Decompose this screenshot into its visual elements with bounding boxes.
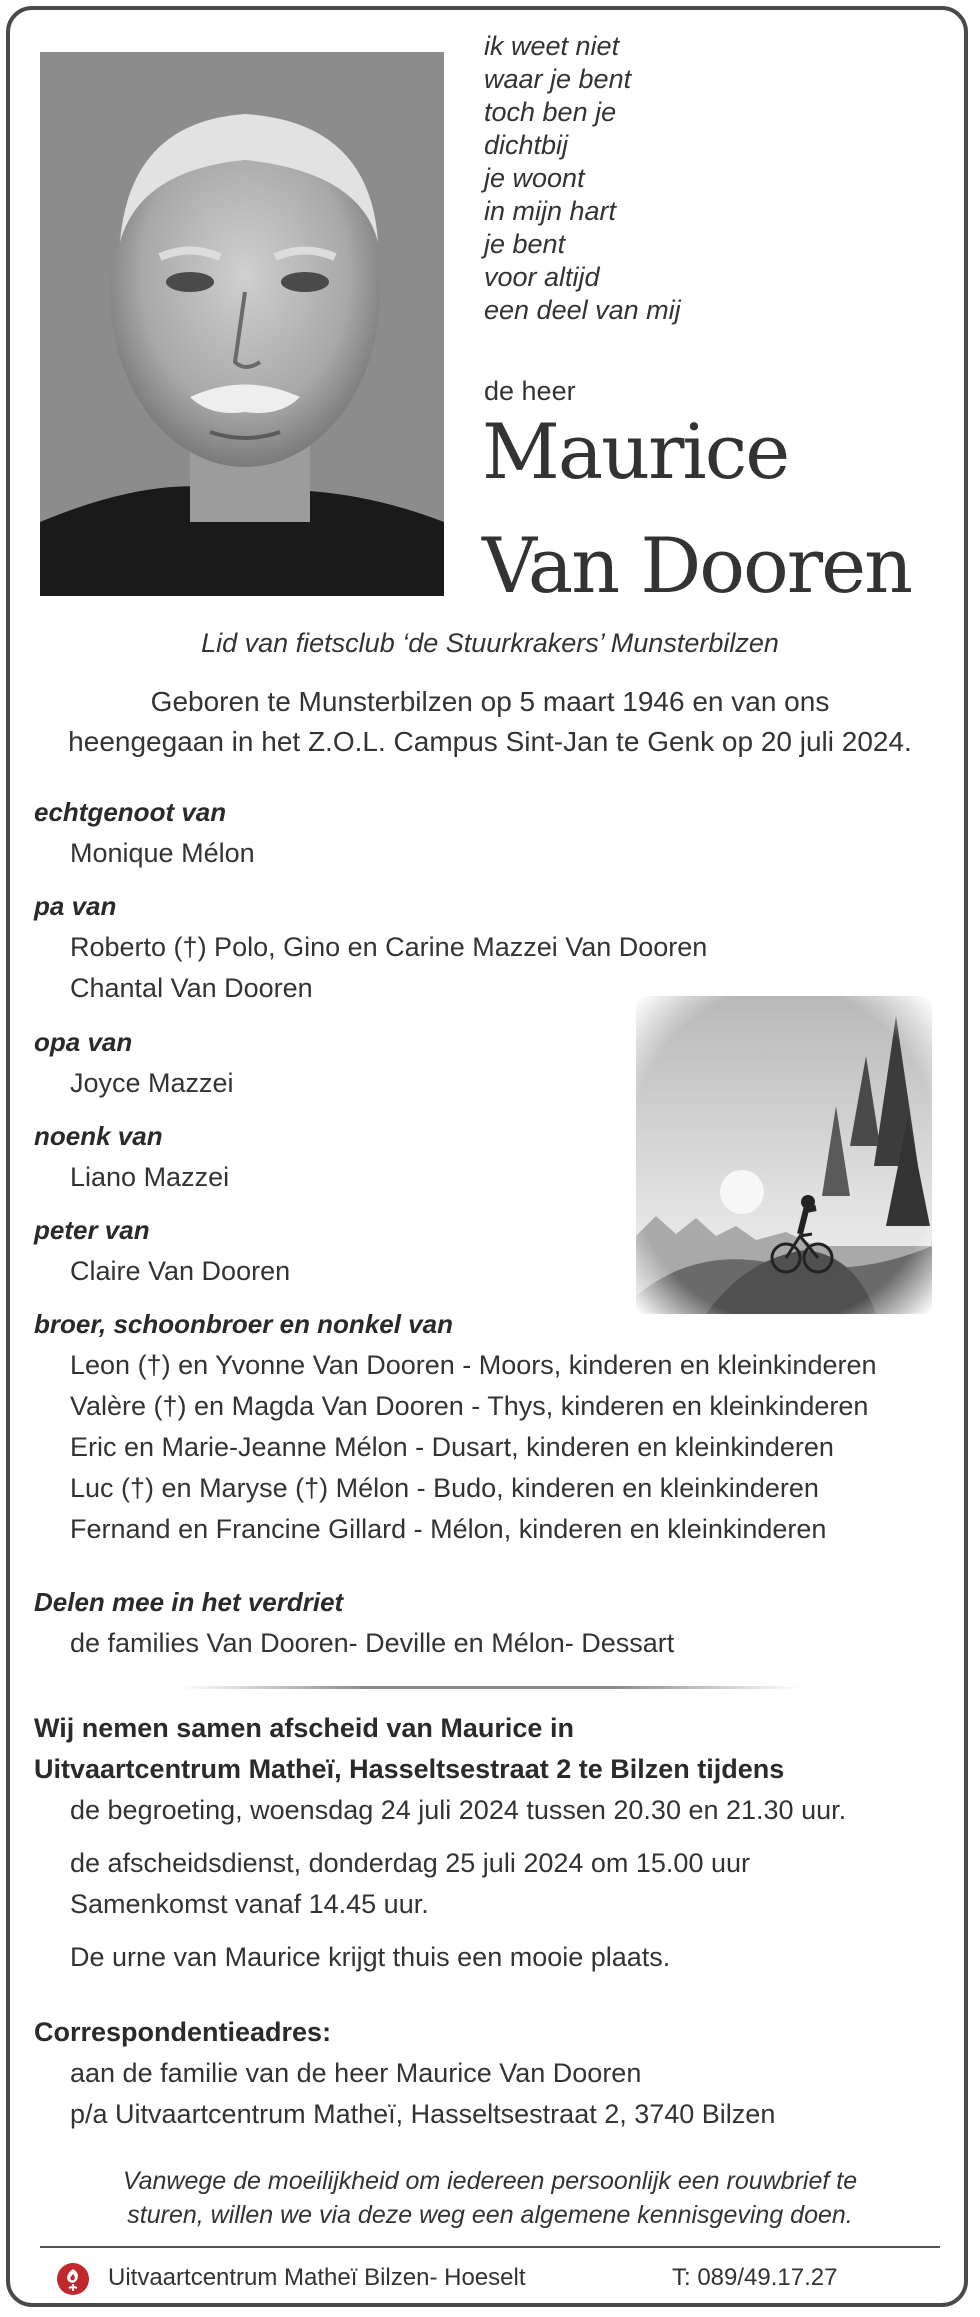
- first-name: Maurice: [482, 407, 789, 496]
- farewell-heading: Wij nemen samen afscheid van Maurice in: [34, 1713, 574, 1743]
- poem-line: in mijn hart: [484, 196, 617, 226]
- club-membership: Lid van fietsclub ‘de Stuurkrakers’ Munsterbilzen: [201, 628, 779, 658]
- poem-line: toch ben je: [484, 97, 617, 127]
- relation-line: Luc (†) en Maryse (†) Mélon - Budo, kinderen en kleinkinderen: [70, 1473, 819, 1503]
- relation-line: Claire Van Dooren: [70, 1256, 291, 1286]
- footer-divider: [40, 2246, 940, 2248]
- relation-line: de families Van Dooren- Deville en Mélon- Dessart: [70, 1628, 675, 1658]
- correspondence-line: aan de familie van de heer Maurice Van Dooren: [70, 2058, 642, 2088]
- relation-line: Chantal Van Dooren: [70, 973, 313, 1003]
- general-notice: [0, 2164, 980, 2232]
- poem-line: ik weet niet: [484, 31, 620, 61]
- relation-label: opa van: [34, 1027, 133, 1057]
- relation-line: Valère (†) en Magda Van Dooren - Thys, kinderen en kleinkinderen: [70, 1391, 869, 1421]
- funeral-home-phone: T: 089/49.17.27: [672, 2264, 838, 2291]
- footer: [56, 2258, 936, 2298]
- relation-line: Eric en Marie-Jeanne Mélon - Dusart, kinderen en kleinkinderen: [70, 1432, 834, 1462]
- notice-line: sturen, willen we via deze weg een algemene kennisgeving doen.: [127, 2201, 853, 2229]
- relation-line: Fernand en Francine Gillard - Mélon, kinderen en kleinkinderen: [70, 1514, 827, 1544]
- service-gathering: Samenkomst vanaf 14.45 uur.: [70, 1889, 429, 1919]
- visitation-info: de begroeting, woensdag 24 juli 2024 tussen 20.30 en 21.30 uur.: [70, 1795, 847, 1825]
- relation-line: Leon (†) en Yvonne Van Dooren - Moors, kinderen en kleinkinderen: [70, 1350, 877, 1380]
- urn-info: De urne van Maurice krijgt thuis een mooie plaats.: [70, 1942, 671, 1972]
- correspondence-section: [34, 2012, 775, 2135]
- relation-line: Liano Mazzei: [70, 1162, 230, 1192]
- born-line: heengegaan in het Z.O.L. Campus Sint-Jan te Genk op 20 juli 2024.: [68, 726, 912, 757]
- correspondence-line: p/a Uitvaartcentrum Matheï, Hasseltsestraat 2, 3740 Bilzen: [70, 2099, 776, 2129]
- relation-label: peter van: [34, 1215, 150, 1245]
- portrait-photo: [40, 52, 444, 596]
- funeral-home-logo-icon: [56, 2262, 90, 2296]
- poem-line: waar je bent: [484, 64, 632, 94]
- poem-line: voor altijd: [484, 262, 600, 292]
- poem-line: je bent: [484, 229, 566, 259]
- relation-label: echtgenoot van: [34, 797, 227, 827]
- farewell-section: [34, 1708, 846, 1978]
- section-divider: [180, 1686, 800, 1689]
- birth-death-info: [0, 682, 980, 762]
- relation-line: Monique Mélon: [70, 838, 255, 868]
- relation-nephew: [34, 1116, 229, 1198]
- farewell-heading: Uitvaartcentrum Matheï, Hasseltsestraat 2 te Bilzen tijdens: [34, 1754, 785, 1784]
- relation-line: Roberto (†) Polo, Gino en Carine Mazzei Van Dooren: [70, 932, 708, 962]
- service-info: de afscheidsdienst, donderdag 25 juli 2024 om 15.00 uur: [70, 1848, 750, 1878]
- relation-siblings: [34, 1304, 877, 1550]
- relation-label: noenk van: [34, 1121, 163, 1151]
- poem-line: je woont: [484, 163, 585, 193]
- relation-mourners: [34, 1582, 674, 1664]
- correspondence-heading: Correspondentieadres:: [34, 2017, 332, 2047]
- last-name: Van Dooren: [482, 521, 912, 610]
- cyclist-illustration: [636, 996, 932, 1314]
- poem: [484, 30, 681, 327]
- relation-label: Delen mee in het verdriet: [34, 1587, 344, 1617]
- notice-line: Vanwege de moeilijkheid om iedereen persoonlijk een rouwbrief te: [122, 2167, 858, 2195]
- relation-godchild: [34, 1210, 290, 1292]
- funeral-home-name: Uitvaartcentrum Matheï Bilzen- Hoeselt: [108, 2264, 526, 2291]
- relation-label: pa van: [34, 891, 117, 921]
- relation-grandchildren: [34, 1022, 234, 1104]
- relation-line: Joyce Mazzei: [70, 1068, 234, 1098]
- relation-label: broer, schoonbroer en nonkel van: [34, 1309, 453, 1339]
- poem-line: dichtbij: [484, 130, 569, 160]
- poem-line: een deel van mij: [484, 295, 681, 325]
- name-prefix: de heer: [484, 376, 576, 406]
- born-line: Geboren te Munsterbilzen op 5 maart 1946 en van ons: [150, 686, 830, 717]
- relation-spouse: [34, 792, 255, 874]
- relation-children: [34, 886, 707, 1009]
